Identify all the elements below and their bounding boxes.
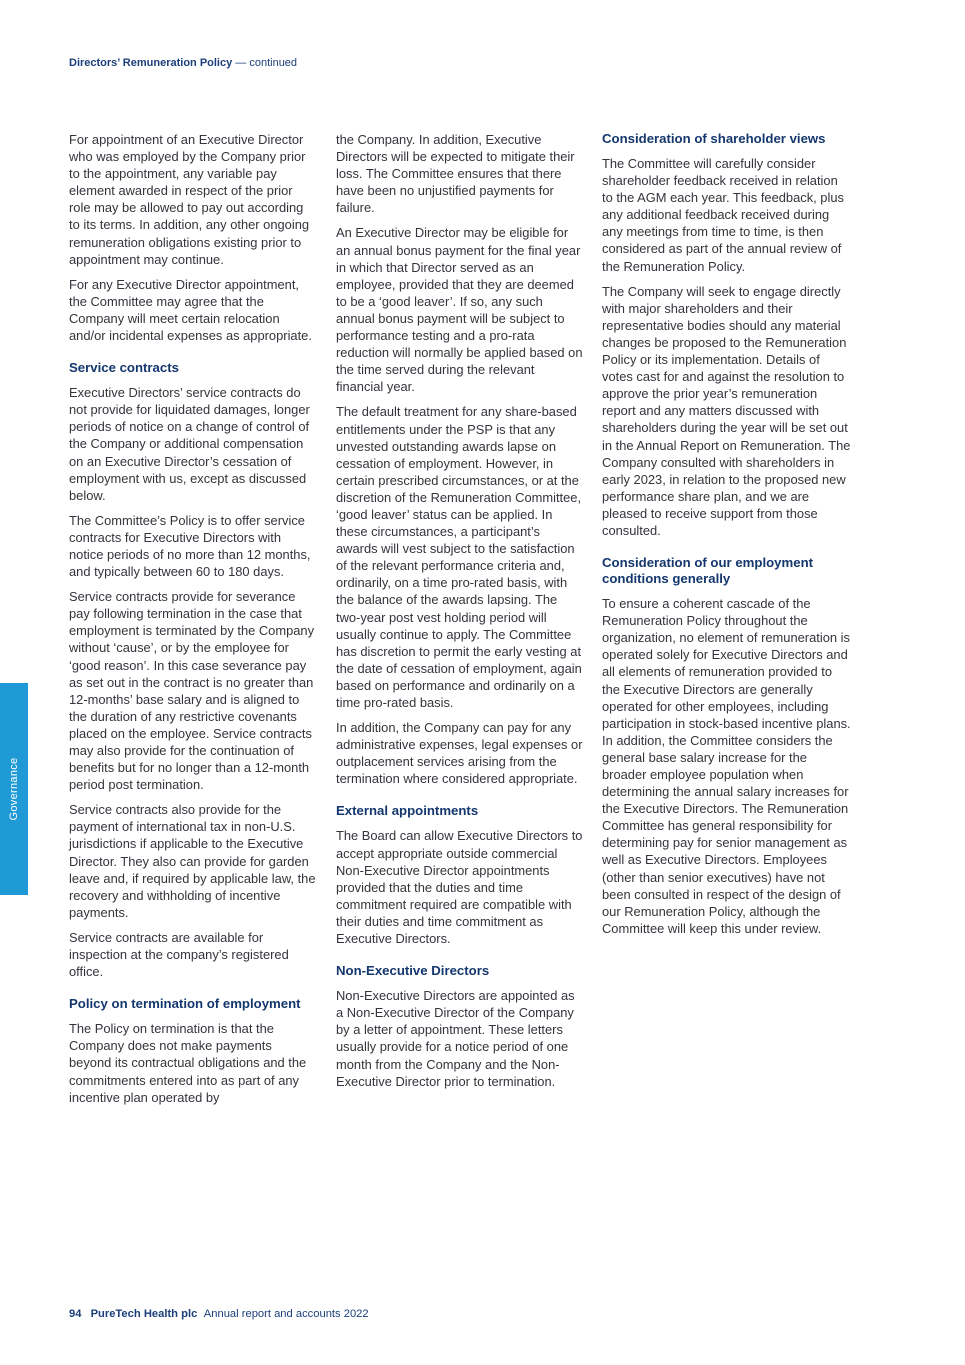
- text-column-3: [602, 131, 852, 945]
- paragraph: The Board can allow Executive Directors to accept appropriate outside commercial Non-Executive Director appointments provided that the duties and time commitment required are compatible with their duties and time commitment as Executive Directors.: [336, 828, 583, 947]
- paragraph: Non-Executive Directors are appointed as a Non-Executive Director of the Company by a letter of appointment. These letters usually provide for a notice period of one month from the Company and the Non-Executive Director prior to termination.: [336, 988, 575, 1089]
- section-heading-service-contracts: Service contracts: [69, 360, 179, 376]
- page-number: 94: [69, 1308, 82, 1320]
- section-heading-external-appointments: External appointments: [336, 803, 479, 819]
- paragraph: The Company will seek to engage directly with major shareholders and their representative bodies should any material changes be proposed to the Remuneration Policy or its implementation. Details of votes cast for and against the resolution to approve the prior year’s remuneration report and any matters discussed with shareholders during the year will be set out in the Annual Report on Remuneration. The Company consulted with shareholders in early 2023, in relation to the proposed new performance share plan, and we are pleased to receive support from those consulted.: [602, 283, 851, 538]
- paragraph: The Policy on termination is that the Company does not make payments beyond its contractual obligations and the commitments entered into as part of any incentive plan operated by: [69, 1021, 307, 1105]
- text-column-2: [336, 131, 584, 1098]
- paragraph: In addition, the Company can pay for any administrative expenses, legal expenses or outplacement services arising from the termination where considered appropriate.: [336, 720, 583, 787]
- running-header-subtitle: — continued: [235, 57, 298, 69]
- section-heading-termination-policy: Policy on termination of employment: [69, 996, 301, 1012]
- paragraph: For appointment of an Executive Director who was employed by the Company prior to the appointment, any variable pay element awarded in respect of the prior role may be allowed to pay out according to its terms. In addition, any other ongoing remuneration obligations existing prior to appointment may continue.: [69, 132, 310, 267]
- paragraph: Service contracts provide for severance pay following termination in the case that employment is terminated by the Company without ‘cause’, or by the employee for ‘good reason’. In this case severance pay as set out in the contract is no greater than 12-months’ base salary and is aligned to the duration of any restrictive covenants placed on the employee. Service contracts may also provide for the continuation of benefits but for no longer than a 12-month period post termination.: [69, 589, 315, 793]
- paragraph: The Committee will carefully consider shareholder feedback received in relation to the AGM each year. This feedback, plus any additional feedback received during any meetings from time to time, is then considered as part of the annual review of the Remuneration Policy.: [602, 156, 844, 274]
- section-heading-employment-conditions: Consideration of our employment conditions generally: [602, 555, 814, 587]
- paragraph: To ensure a coherent cascade of the Remuneration Policy throughout the organization, no element of remuneration is operated solely for Executive Directors and all elements of remuneration provided to the Executive Directors are generally operated for other employees, including participation in stock-based incentive plans. In addition, the Committee considers the general base salary increase for the broader employee population when determining the annual salary increases for the Executive Directors. The Remuneration Committee has general responsibility for determining pay for senior management as well as Executive Directors. Employees (other than senior executives) have not been consulted in respect of the design of our Remuneration Policy, although the Committee will keep this under review.: [602, 596, 851, 936]
- paragraph: the Company. In addition, Executive Directors will be expected to mitigate their loss. The Committee ensures that there have been no unjustified payments for failure.: [336, 132, 575, 216]
- paragraph: For any Executive Director appointment, the Committee may agree that the Company will meet certain relocation and/or incidental expenses as appropriate.: [69, 276, 312, 344]
- paragraph: Service contracts also provide for the payment of international tax in non-U.S. jurisdictions if applicable to the Executive Director. They also can provide for garden leave and, if required by applicable law, the recovery and withholding of incentive payments.: [69, 802, 316, 920]
- paragraph: Service contracts are available for inspection at the company’s registered office.: [69, 929, 289, 980]
- section-heading-shareholder-views: Consideration of shareholder views: [602, 131, 826, 146]
- text-column-1: [69, 131, 317, 1114]
- section-tab-governance[interactable]: [0, 683, 28, 895]
- paragraph: The default treatment for any share-based entitlements under the PSP is that any unvested outstanding awards lapse on cessation of employment. However, in certain prescribed circumstances, or at the discretion of the Remuneration Committee, ‘good leaver’ status can be applied. In these circumstances, a participant’s awards will vest subject to the satisfaction of the relevant performance criteria and, ordinarily, on a time pro-rated basis, with the balance of the awards lapsing. The two-year post vest holding period will usually continue to apply. The Committee has discretion to permit the early vesting at the date of cessation of employment, again based on performance and ordinarily on a time pro-rated basis.: [336, 404, 582, 710]
- report-title: Annual report and accounts 2022: [203, 1308, 369, 1320]
- company-name: PureTech Health plc: [90, 1308, 198, 1320]
- running-header-title: Directors’ Remuneration Policy: [69, 57, 233, 69]
- page-footer: [69, 1308, 369, 1320]
- paragraph: An Executive Director may be eligible for an annual bonus payment for the final year in which that Director served as an employee, provided that they are deemed to be a ‘good leaver’. If so, any such annual bonus payment will be subject to performance testing and a pro-rata reduction will normally be applied based on the time served during the relevant financial year.: [336, 225, 583, 395]
- section-tab-label: Governance: [8, 757, 20, 821]
- paragraph: Executive Directors’ service contracts do not provide for liquidated damages, longer periods of notice on a change of control of the Company or additional compensation on an Executive Director’s cessation of employment with us, except as discussed below.: [69, 385, 310, 503]
- section-heading-non-executive-directors: Non-Executive Directors: [336, 963, 490, 979]
- running-header: [69, 57, 297, 69]
- paragraph: The Committee’s Policy is to offer service contracts for Executive Directors with notice periods of no more than 12 months, and typically between 60 to 180 days.: [69, 512, 311, 580]
